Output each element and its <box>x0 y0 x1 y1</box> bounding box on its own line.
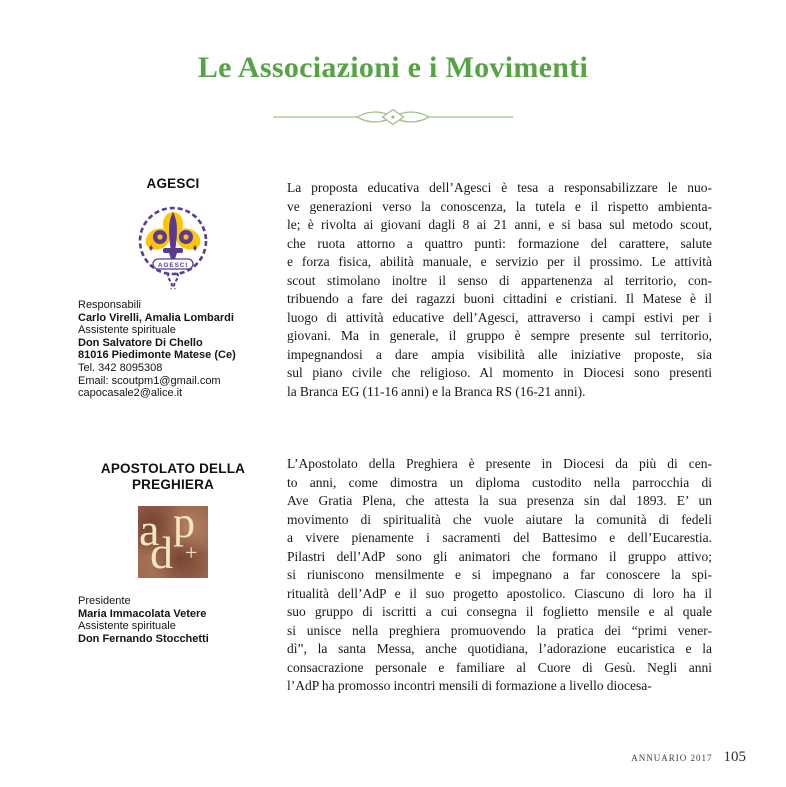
agesci-scout-logo-icon <box>133 203 213 291</box>
agesci-contact-block <box>78 299 268 400</box>
contact-line: Don Fernando Stocchetti <box>78 632 209 645</box>
body-text-line: e forza fisica, abilità manuale, e servizio per il prossimo. Le attività <box>287 254 712 269</box>
apostolato-contact-block <box>78 595 268 645</box>
body-text-line: consacrazione personale e familiare al Cuore di Gesù. Negli anni <box>287 659 712 675</box>
section-heading-agesci: AGESCI <box>146 176 200 191</box>
apd-logo-letter-p: p <box>173 506 195 547</box>
body-text-line: si riuniscono mensilmente e si impegnano a far conoscere la spi- <box>287 567 712 582</box>
body-text-line: to anni, come dimostra un diploma custodito nella parrocchia di <box>287 474 712 490</box>
apostolato-body-paragraph <box>287 455 712 696</box>
contact-line: Email: scoutpm1@gmail.com <box>78 374 221 387</box>
body-text-line: che ruota attorno a quattro punti: formazione del carattere, salute <box>287 235 712 251</box>
contact-line: Don Salvatore Di Chello <box>78 336 203 349</box>
body-text-line: la Branca EG (11-16 anni) e la Branca RS (16-21 anni). <box>287 383 586 399</box>
page-footer <box>631 749 746 766</box>
apd-logo-letter-d: d <box>150 527 173 578</box>
contact-line: Tel. 342 8095308 <box>78 361 163 374</box>
body-text-line: si unisce nella preghiera promuovendo la pratica dei “primi vener- <box>287 622 712 638</box>
body-text-line: L’Apostolato della Preghiera è presente in Diocesi da più di cen- <box>287 456 712 471</box>
body-text-line: Ave Gratia Plena, che attesta la sua presenza sin dal 1893. E’ un <box>287 493 712 508</box>
body-text-line: suo gruppo di iscritti a cui consegna il foglietto mensile e al quale <box>287 604 712 619</box>
body-text-line: giovani. Ma in generale, il gruppo è sempre presente sul territorio, <box>287 328 712 343</box>
contact-line: Responsabili <box>78 299 141 311</box>
body-text-line: le; è rivolta ai giovani dagli 8 ai 21 anni, e si basa sul metodo scout, <box>287 217 712 232</box>
contact-line: Assistente spirituale <box>78 620 176 633</box>
section-agesci-left-column <box>78 176 268 400</box>
body-text-line: impegnandosi a dare ampia visibilità alle iniziative proposte, sia <box>287 346 712 362</box>
body-text-line: La proposta educativa dell’Agesci è tesa a responsabilizzare le nuo- <box>287 180 712 195</box>
apostolato-preghiera-logo-icon <box>138 506 208 578</box>
body-text-line: dì”, la santa Messa, anche quotidiana, l’adorazione eucaristica e la <box>287 641 712 656</box>
body-text-line: scout stimolano inoltre il senso di appartenenza al territorio, con- <box>287 272 712 288</box>
contact-line: capocasale2@alice.it <box>78 387 183 400</box>
contact-line: Assistente spirituale <box>78 324 176 337</box>
apd-logo-wrap <box>78 506 268 578</box>
flourish-icon <box>271 105 515 129</box>
contact-line: 81016 Piedimonte Matese (Ce) <box>78 349 236 362</box>
body-text-line: luogo di attività educative dell’Agesci, attraverso i campi estivi per i <box>287 309 712 325</box>
body-text-line: l’AdP ha promosso incontri mensili di formazione a livello diocesa- <box>287 678 652 693</box>
ornament-divider <box>271 105 515 129</box>
apd-logo-letter-a: a <box>139 506 160 555</box>
apd-logo-cross-icon: + <box>185 540 198 565</box>
body-text-line: ve generazioni verso la conoscenza, la tutela e il rispetto ambienta- <box>287 198 712 214</box>
body-text-line: sul piano civile che religioso. Al momento in Diocesi sono presenti <box>287 365 712 380</box>
agesci-logo-wrap <box>78 203 268 291</box>
page-number: 105 <box>723 749 746 765</box>
contact-line: Presidente <box>78 595 131 607</box>
body-text-line: movimento di spiritualità che vuole aiutare la comunità di fedeli <box>287 511 712 527</box>
page-title: Le Associazioni e i Movimenti <box>197 51 589 84</box>
section-apostolato-left-column <box>78 461 268 645</box>
svg-text:AGESCI: AGESCI <box>157 261 189 269</box>
body-text-line: tribuendo a fare dei ragazzi buoni cittadini e cristiani. Il Matese è il <box>287 291 712 306</box>
body-text-line: Pilastri dell’AdP sono gli animatori che formano il gruppo attivo; <box>287 548 712 564</box>
contact-line: Maria Immacolata Vetere <box>78 607 207 620</box>
body-text-line: a vivere pienamente i sacramenti del Battesimo e dell’Eucarestia. <box>287 530 712 545</box>
annuario-label: ANNUARIO 2017 <box>631 753 713 763</box>
agesci-body-paragraph <box>287 179 712 401</box>
section-heading-apostolato: APOSTOLATO DELLA PREGHIERA <box>100 461 246 492</box>
body-text-line: ritualità dell’AdP e il suo progetto apostolico. Ciascuno di loro ha il <box>287 585 712 601</box>
contact-line: Carlo Virelli, Amalia Lombardi <box>78 311 234 324</box>
